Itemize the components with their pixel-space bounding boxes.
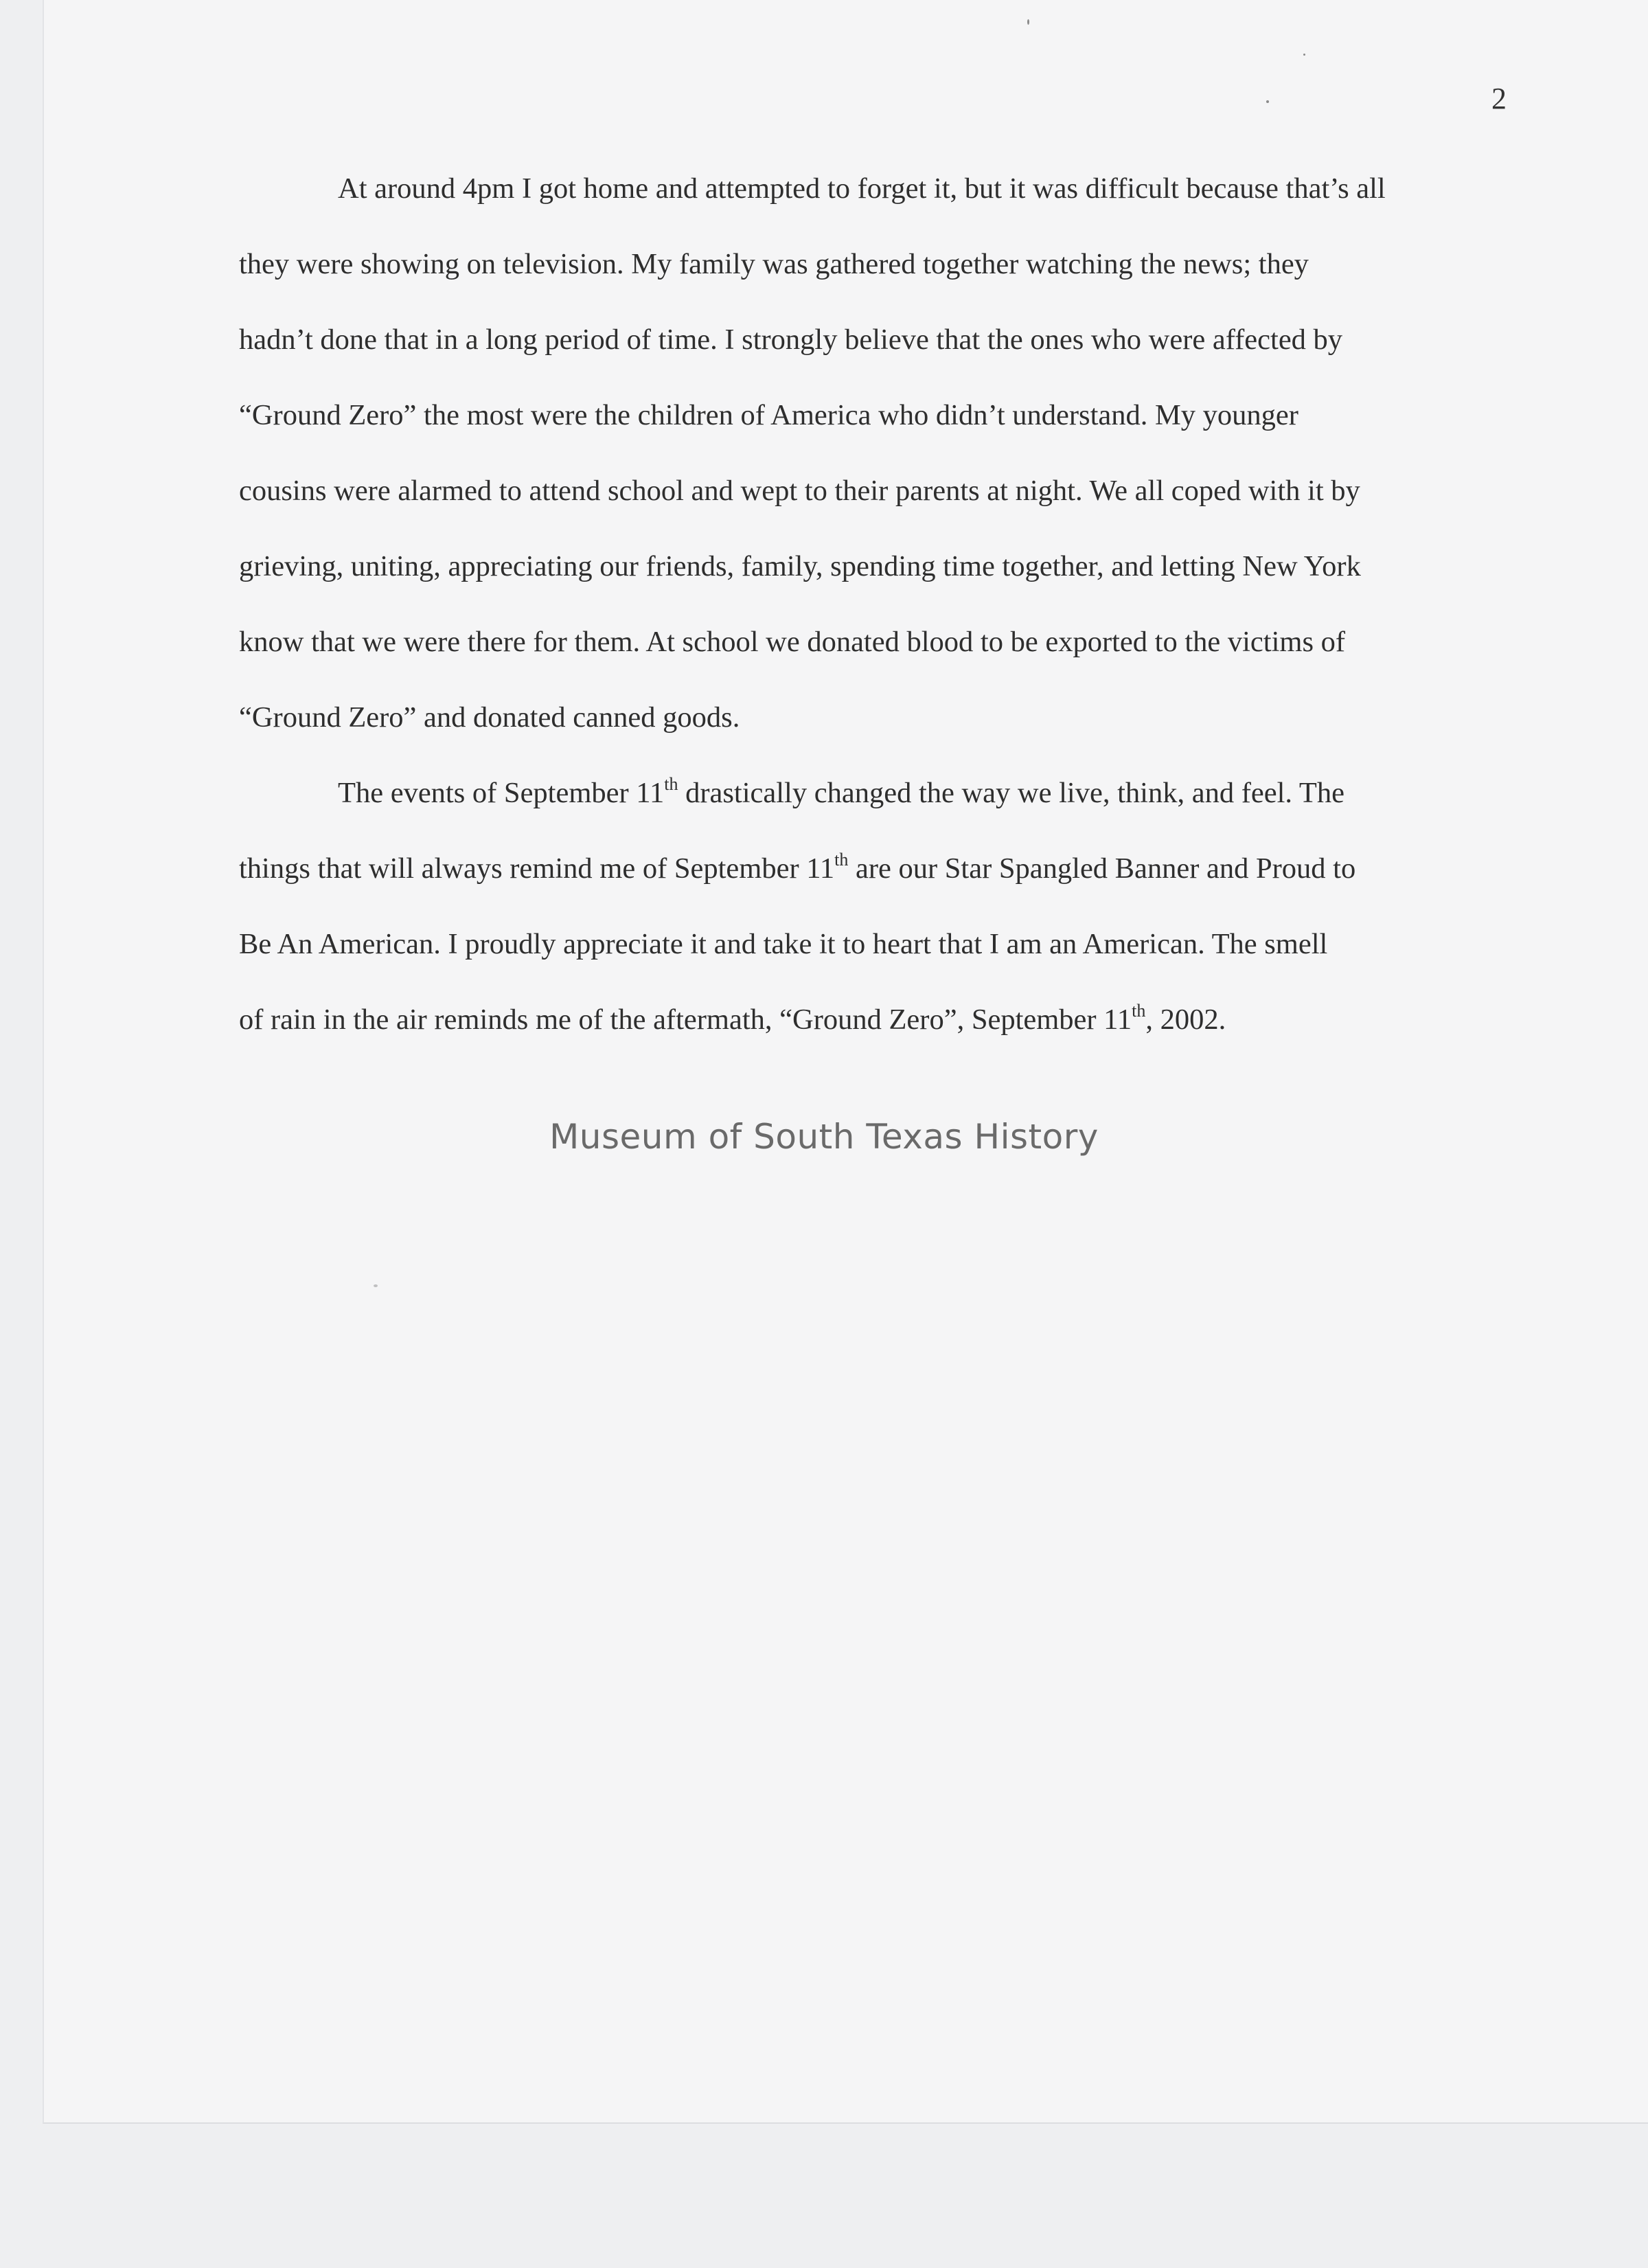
ordinal-superscript: th — [664, 774, 678, 794]
text-line — [338, 776, 1344, 810]
text-segment: Be An American. I proudly appreciate it and take it to heart that I am an American. The smell — [239, 928, 1328, 960]
scan-speck — [374, 1284, 378, 1287]
text-segment: The events of September 11 — [338, 777, 665, 809]
text-segment: , 2002. — [1145, 1003, 1226, 1036]
ordinal-superscript: th — [834, 850, 849, 870]
museum-watermark: Museum of South Texas History — [549, 1117, 1099, 1157]
paper-sheet — [43, 0, 1648, 2124]
text-line: grieving, uniting, appreciating our friends, family, spending time together, and letting New York — [239, 550, 1361, 582]
text-line — [239, 852, 1355, 885]
text-segment: things that will always remind me of September 11 — [239, 852, 835, 885]
ordinal-superscript: th — [1132, 1001, 1146, 1021]
text-segment: of rain in the air reminds me of the aftermath, “Ground Zero”, September 11 — [239, 1003, 1132, 1036]
scan-speck — [1027, 19, 1029, 25]
text-line — [239, 927, 1327, 961]
text-line: At around 4pm I got home and attempted to forget it, but it was difficult because that’s all — [338, 172, 1386, 205]
text-line: they were showing on television. My family was gathered together watching the news; they — [239, 248, 1309, 280]
text-line: hadn’t done that in a long period of time. I strongly believe that the ones who were affected by — [239, 324, 1343, 356]
scan-speck — [1303, 54, 1305, 56]
scan-speck — [1266, 100, 1269, 103]
text-line — [239, 1003, 1226, 1036]
text-line: cousins were alarmed to attend school and wept to their parents at night. We all coped with it by — [239, 475, 1360, 507]
text-segment: drastically changed the way we live, think, and feel. The — [678, 777, 1344, 809]
page-number: 2 — [1491, 82, 1507, 115]
text-line: “Ground Zero” the most were the children of America who didn’t understand. My younger — [239, 399, 1298, 431]
text-segment: are our Star Spangled Banner and Proud to — [848, 852, 1356, 885]
text-line: “Ground Zero” and donated canned goods. — [239, 701, 740, 734]
text-line: know that we were there for them. At school we donated blood to be exported to the victims of — [239, 626, 1346, 658]
